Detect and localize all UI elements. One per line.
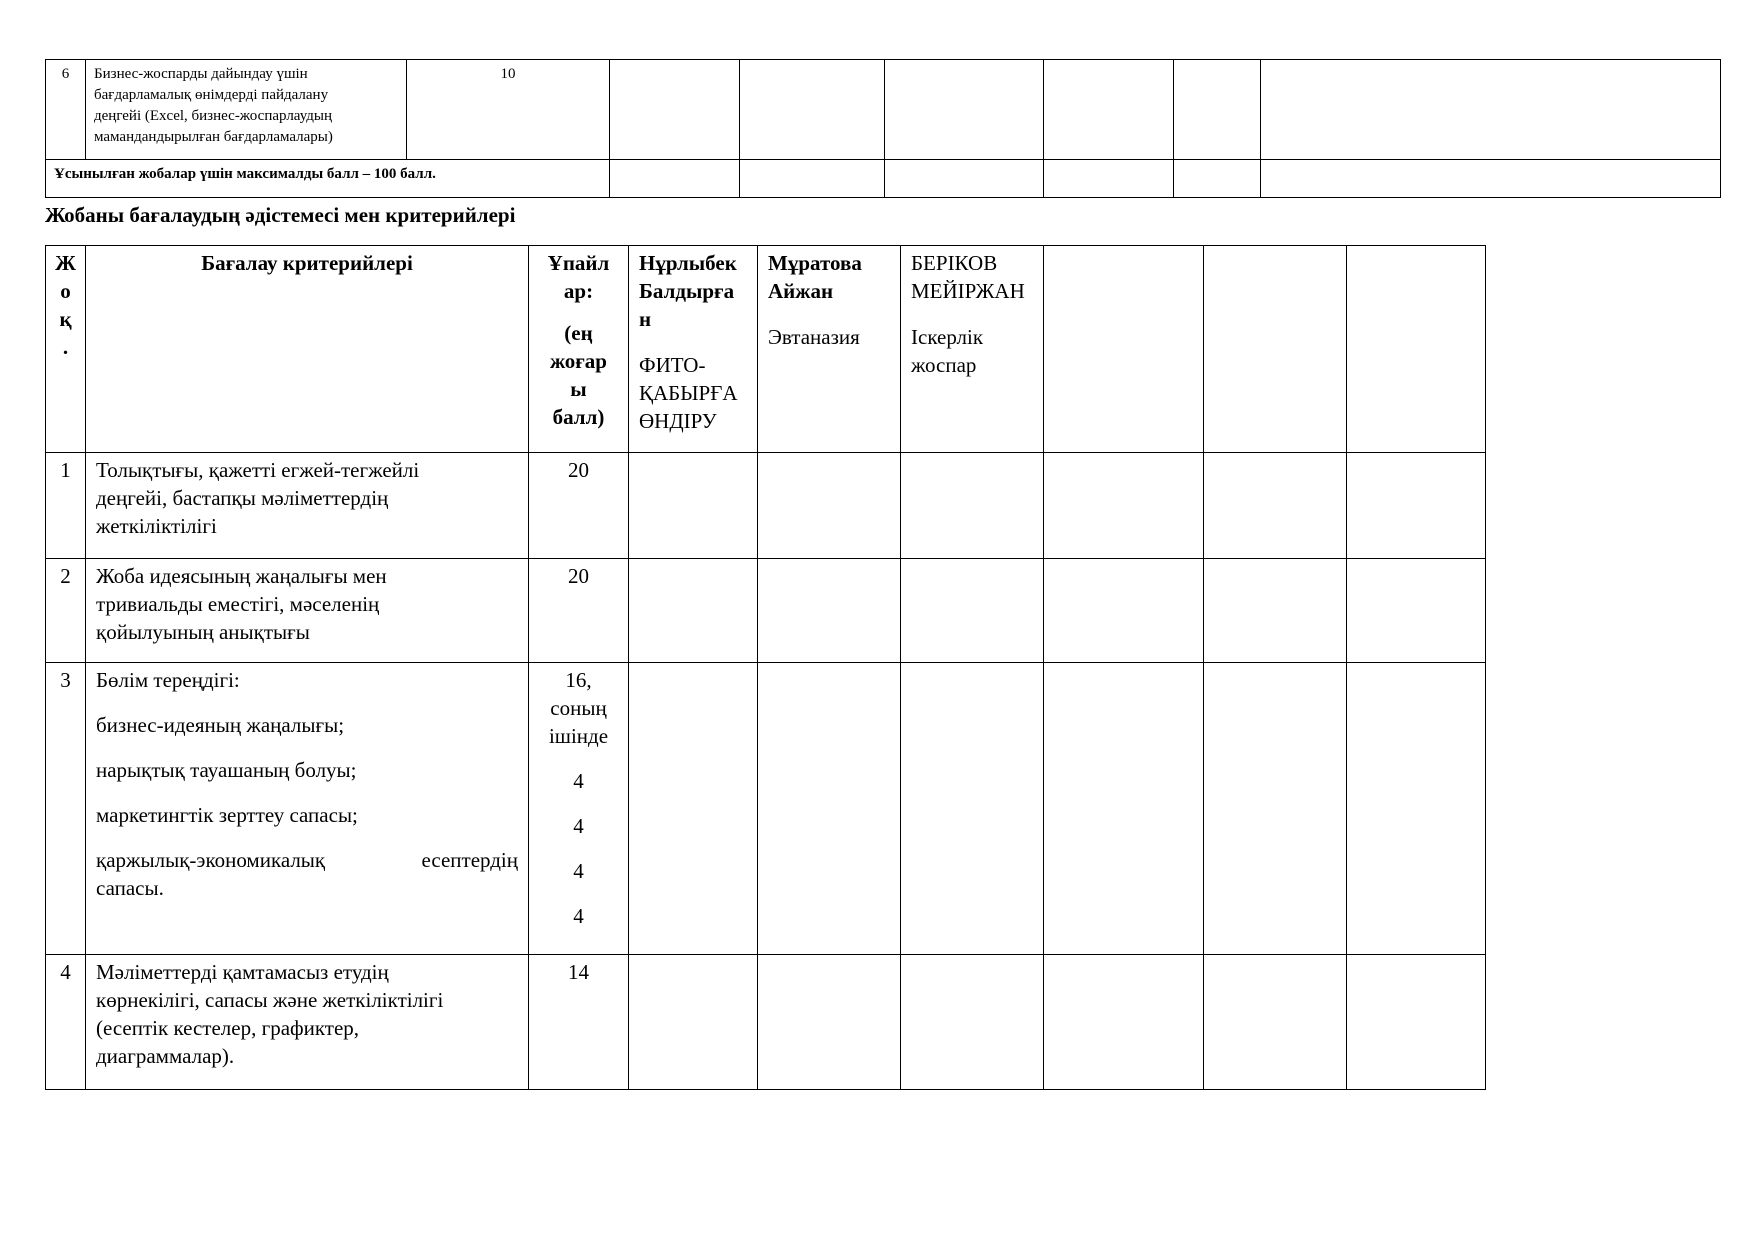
max-score-row (46, 160, 1721, 198)
score-cell (1044, 559, 1204, 663)
evaluation-criteria-table (45, 245, 1486, 1090)
row-number: 1 (46, 453, 86, 559)
score-cell (885, 160, 1044, 198)
header-points-line: ар: (563, 279, 594, 303)
criterion-line: Мәліметтерді қамтамасыз етудің (96, 960, 389, 984)
score-cell (758, 559, 901, 663)
header-empty-cell (1204, 246, 1347, 453)
score-cell (1204, 453, 1347, 559)
score-cell (610, 60, 740, 160)
criterion-sub-item-end: сапасы. (96, 876, 164, 900)
section-title: Жобаны бағалаудың әдістемесі мен критерийлері (45, 203, 516, 227)
table-row (46, 60, 1721, 160)
project-title-line: ФИТО- (639, 353, 706, 377)
points-cell: 10 (407, 60, 610, 160)
score-cell (901, 955, 1044, 1090)
header-number-letter: . (62, 335, 69, 359)
criterion-sub-item: бизнес-идеяның жаңалығы; (96, 713, 345, 737)
criterion-cell (86, 663, 529, 955)
row-number: 2 (46, 559, 86, 663)
score-cell (758, 955, 901, 1090)
score-cell (758, 453, 901, 559)
score-cell (758, 663, 901, 955)
criterion-cell (86, 60, 407, 160)
criterion-line: деңгейі, бастапқы мәліметтердің (96, 486, 389, 510)
header-number-letter: Ж (55, 251, 76, 275)
criterion-line: Толықтығы, қажетті егжей-тегжейлі (96, 458, 420, 482)
points-line: 16, (565, 668, 592, 692)
score-cell (1347, 663, 1486, 955)
score-cell (1204, 955, 1347, 1090)
points-line: ішінде (548, 724, 609, 748)
sub-points: 4 (573, 814, 584, 838)
criterion-cell (86, 453, 529, 559)
points-line: соның (550, 696, 607, 720)
project-title-line: ӨНДІРУ (639, 409, 717, 433)
points-cell: 14 (529, 955, 629, 1090)
sub-points: 4 (573, 769, 584, 793)
score-cell (740, 60, 885, 160)
score-cell (1044, 160, 1174, 198)
score-cell (1174, 60, 1261, 160)
criterion-sub-item: нарықтық тауашаның болуы; (96, 758, 357, 782)
criterion-title: Бөлім тереңдігі: (96, 668, 240, 692)
max-score-text: Ұсынылған жобалар үшін максималды балл – 100 балл. (46, 160, 610, 198)
score-cell (901, 453, 1044, 559)
score-cell (740, 160, 885, 198)
points-cell: 20 (529, 453, 629, 559)
criterion-cell (86, 955, 529, 1090)
criterion-line: (есептік кестелер, графиктер, (96, 1016, 360, 1040)
table-row (46, 559, 1486, 663)
score-cell (629, 453, 758, 559)
score-cell (629, 559, 758, 663)
criterion-line: диаграммалар). (96, 1044, 235, 1068)
project-author-line: Нұрлыбек (639, 251, 737, 275)
header-project-1 (629, 246, 758, 453)
criterion-line: көрнекілігі, сапасы және жеткіліктілігі (96, 988, 444, 1012)
score-cell (901, 663, 1044, 955)
criterion-line: тривиальды еместігі, мәселенің (96, 592, 380, 616)
project-title-line: ҚАБЫРҒА (639, 381, 738, 405)
project-author-line: Балдырға (639, 279, 735, 303)
header-project-3 (901, 246, 1044, 453)
score-cell (1204, 663, 1347, 955)
sub-points: 4 (573, 859, 584, 883)
header-points (529, 246, 629, 453)
header-number-letter: о (60, 279, 71, 303)
criterion-line: жеткіліктілігі (96, 514, 217, 538)
criterion-line: деңгейі (Excel, бизнес-жоспарлаудың (94, 108, 332, 124)
row-number: 6 (46, 60, 86, 160)
score-cell (1044, 60, 1174, 160)
score-cell (1204, 559, 1347, 663)
criterion-sub-item: маркетингтік зерттеу сапасы; (96, 803, 358, 827)
criterion-line: Бизнес-жоспарды дайындау үшін (94, 66, 308, 82)
score-cell (901, 559, 1044, 663)
header-empty-cell (1347, 246, 1486, 453)
row-number: 3 (46, 663, 86, 955)
score-cell (1261, 60, 1721, 160)
table-row (46, 663, 1486, 955)
criterion-cell (86, 559, 529, 663)
score-cell (885, 60, 1044, 160)
score-cell (1174, 160, 1261, 198)
project-title-line: Эвтаназия (768, 325, 860, 349)
table-row (46, 453, 1486, 559)
header-points-line: жоғар (550, 349, 607, 373)
score-cell (1044, 955, 1204, 1090)
criterion-line: мамандандырылған бағдарламалары) (94, 129, 333, 145)
criterion-word: қаржылық-экономикалық (96, 848, 326, 872)
score-cell (1347, 559, 1486, 663)
header-points-line: балл) (552, 405, 605, 429)
header-project-2 (758, 246, 901, 453)
criterion-sub-item (96, 846, 518, 874)
criterion-line: қойылуының анықтығы (96, 620, 310, 644)
row-number: 4 (46, 955, 86, 1090)
score-cell (1347, 955, 1486, 1090)
project-title-line: жоспар (911, 353, 977, 377)
score-cell (629, 663, 758, 955)
header-points-line: (ең (564, 321, 593, 345)
points-cell: 20 (529, 559, 629, 663)
score-cell (1261, 160, 1721, 198)
header-row (46, 246, 1486, 453)
criterion-line: бағдарламалық өнімдерді пайдалану (94, 87, 329, 103)
score-cell (610, 160, 740, 198)
header-criteria: Бағалау критерийлері (86, 246, 529, 453)
table-row (46, 955, 1486, 1090)
project-author-line: Мұратова (768, 251, 862, 275)
score-cell (629, 955, 758, 1090)
score-cell (1044, 663, 1204, 955)
header-number (46, 246, 86, 453)
project-author-line: БЕРІКОВ (911, 251, 998, 275)
score-cell (1347, 453, 1486, 559)
criterion-line: Жоба идеясының жаңалығы мен (96, 564, 387, 588)
header-number-letter: қ (59, 307, 72, 331)
top-criteria-table (45, 59, 1721, 198)
header-empty-cell (1044, 246, 1204, 453)
project-author-line: Айжан (768, 279, 834, 303)
criterion-word: есептердің (421, 848, 518, 872)
header-points-line: Ұпайл (547, 251, 610, 275)
project-author-line: н (639, 307, 652, 331)
points-cell (529, 663, 629, 955)
header-points-line: ы (570, 377, 587, 401)
project-author-line: МЕЙІРЖАН (911, 279, 1025, 303)
project-title-line: Іскерлік (911, 325, 984, 349)
score-cell (1044, 453, 1204, 559)
sub-points: 4 (573, 904, 584, 928)
